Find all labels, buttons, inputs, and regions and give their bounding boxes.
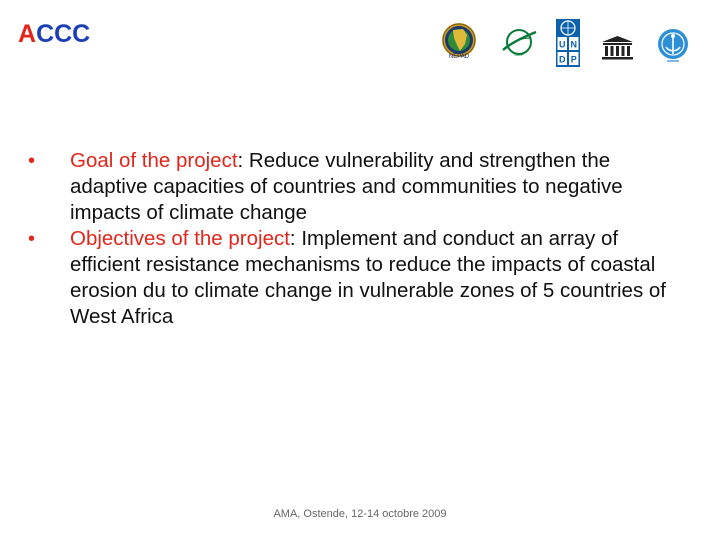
nepad-caption: NEPAD <box>448 54 470 60</box>
undp-letter-d: D <box>558 54 566 65</box>
bullet-goal <box>28 148 688 226</box>
objectives-lead: Objectives of the project <box>70 227 290 250</box>
goal-text: : Reduce vulnerability and strengthen the adaptive capacities of countries and communities to negative impacts of climate change <box>70 149 623 224</box>
goal-lead: Goal of the project <box>70 149 238 172</box>
partner-logos <box>0 8 720 68</box>
unesco-temple-icon <box>600 35 635 61</box>
brand-letters-ccc: CCC <box>36 20 91 48</box>
undp-logo-icon <box>556 19 580 67</box>
undp-letter-p: P <box>570 54 577 65</box>
footer-text: AMA, Ostende, 12-14 octobre 2009 <box>273 508 447 520</box>
slide-body <box>28 148 688 330</box>
ioc-logo-icon <box>656 28 690 64</box>
undp-letter-u: U <box>558 39 566 50</box>
gef-caption: GEF <box>514 52 524 57</box>
bullet-objectives <box>28 226 688 330</box>
objectives-text: : Implement and conduct an array of efficient resistance mechanisms to reduce the impacts of coastal erosion du to climate change in vulnerable zones of 5 countries of West Africa <box>70 227 667 328</box>
bullet-marker: • <box>28 150 36 172</box>
brand-letter-a: A <box>18 20 37 48</box>
undp-letter-n: N <box>570 39 578 50</box>
bullet-marker: • <box>28 228 36 250</box>
